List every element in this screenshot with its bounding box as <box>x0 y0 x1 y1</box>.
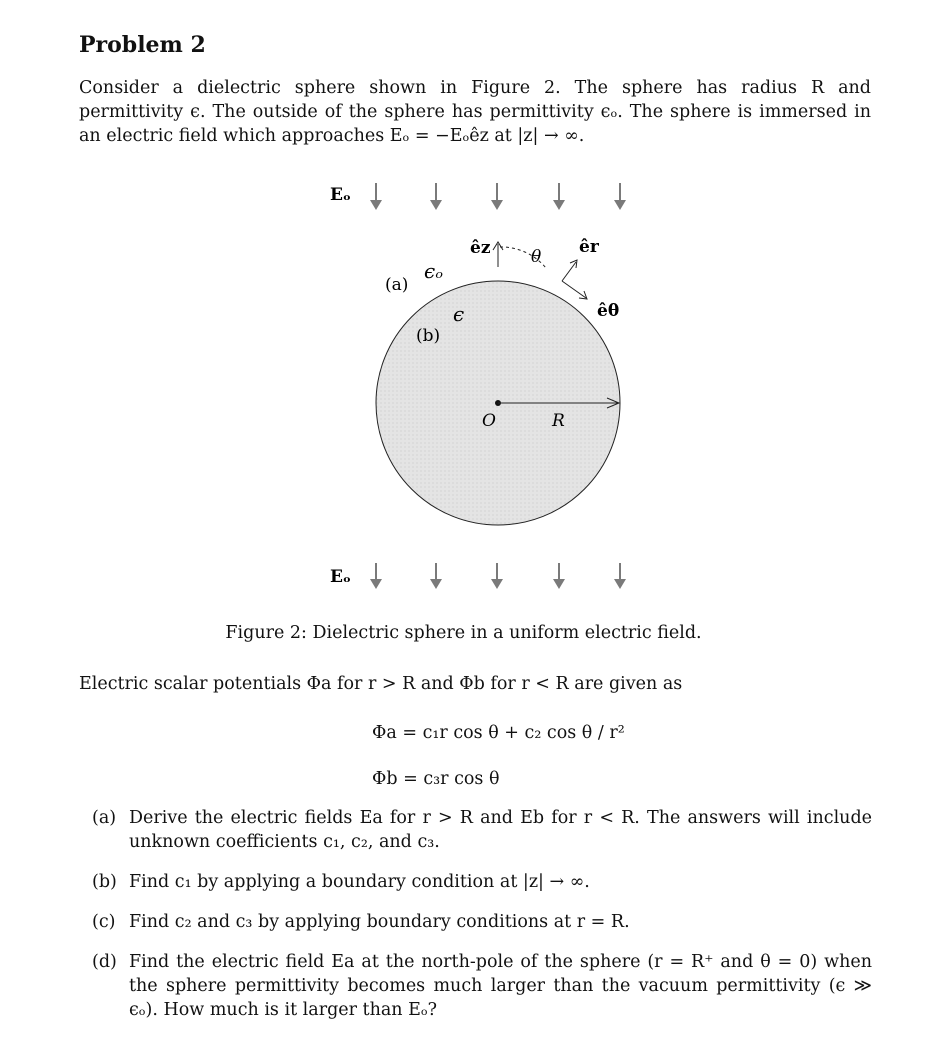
question-item <box>92 806 872 854</box>
question-text: Find c₁ by applying a boundary condition at |z| → ∞. <box>129 872 590 892</box>
field-arrowhead-top-1 <box>370 200 382 210</box>
problem-title: Problem 2 <box>79 32 206 58</box>
region-b-label: (b) <box>416 326 441 346</box>
field-arrowhead-top-4 <box>553 200 565 210</box>
field-arrows-bottom <box>370 563 626 589</box>
question-label: (d) <box>92 952 117 972</box>
figure-svg <box>300 170 660 610</box>
unit-r-label: êr <box>579 237 599 257</box>
radius-label: R <box>552 411 565 431</box>
field-arrowhead-bottom-4 <box>553 579 565 589</box>
field-arrows-top <box>370 183 626 210</box>
question-label: (c) <box>92 912 116 932</box>
figure-caption: Figure 2: Dielectric sphere in a uniform electric field. <box>225 623 702 643</box>
potentials-paragraph: Electric scalar potentials Φa for r > R and Φb for r < R are given as <box>79 674 683 694</box>
question-list <box>92 806 872 1038</box>
question-text: Find the electric field Ea at the north-pole of the sphere (r = R⁺ and θ = 0) when the sphere permittivity becomes much larger than the vacuum permittivity (ϵ ≫ ϵₒ). How much is it larger than Eₒ? <box>129 952 872 1020</box>
origin-label: O <box>482 411 496 431</box>
equation-phi-a: Φa = c₁r cos θ + c₂ cos θ / r² <box>372 723 625 743</box>
region-a-label: (a) <box>385 275 409 295</box>
field-arrowhead-top-3 <box>491 200 503 210</box>
equation-phi-b: Φb = c₃r cos θ <box>372 769 500 789</box>
field-arrowhead-top-5 <box>614 200 626 210</box>
field-arrowhead-bottom-1 <box>370 579 382 589</box>
inside-permittivity-label: ϵ <box>453 302 465 326</box>
question-text: Find c₂ and c₃ by applying boundary conditions at r = R. <box>129 912 630 932</box>
unit-z-label: êz <box>470 238 491 258</box>
unit-theta-label: êθ <box>597 301 620 321</box>
field-arrowhead-bottom-5 <box>614 579 626 589</box>
field-arrowhead-bottom-2 <box>430 579 442 589</box>
question-label: (b) <box>92 872 117 892</box>
question-item <box>92 870 872 894</box>
figure-2 <box>300 170 660 610</box>
field-arrowhead-bottom-3 <box>491 579 503 589</box>
field-label-bottom: Eₒ <box>330 567 351 587</box>
question-text: Derive the electric fields Ea for r > R and Eb for r < R. The answers will include unknown coefficients c₁, c₂, and c₃. <box>129 808 872 852</box>
unit-r-arrow <box>562 262 576 281</box>
intro-paragraph: Consider a dielectric sphere shown in Figure 2. The sphere has radius R and permittivity ϵ. The outside of the sphere has permittivity ϵₒ. The sphere is immersed in an electric field which approaches Eₒ = −Eₒêz at |z| → ∞. <box>79 78 871 146</box>
question-label: (a) <box>92 808 117 828</box>
theta-label: θ <box>531 247 542 267</box>
field-arrowhead-top-2 <box>430 200 442 210</box>
unit-theta-arrow <box>562 281 586 298</box>
question-item <box>92 910 872 934</box>
question-item <box>92 950 872 1022</box>
outside-permittivity-label: ϵₒ <box>424 259 443 283</box>
field-label-top: Eₒ <box>330 185 351 205</box>
equations-block <box>372 710 625 802</box>
